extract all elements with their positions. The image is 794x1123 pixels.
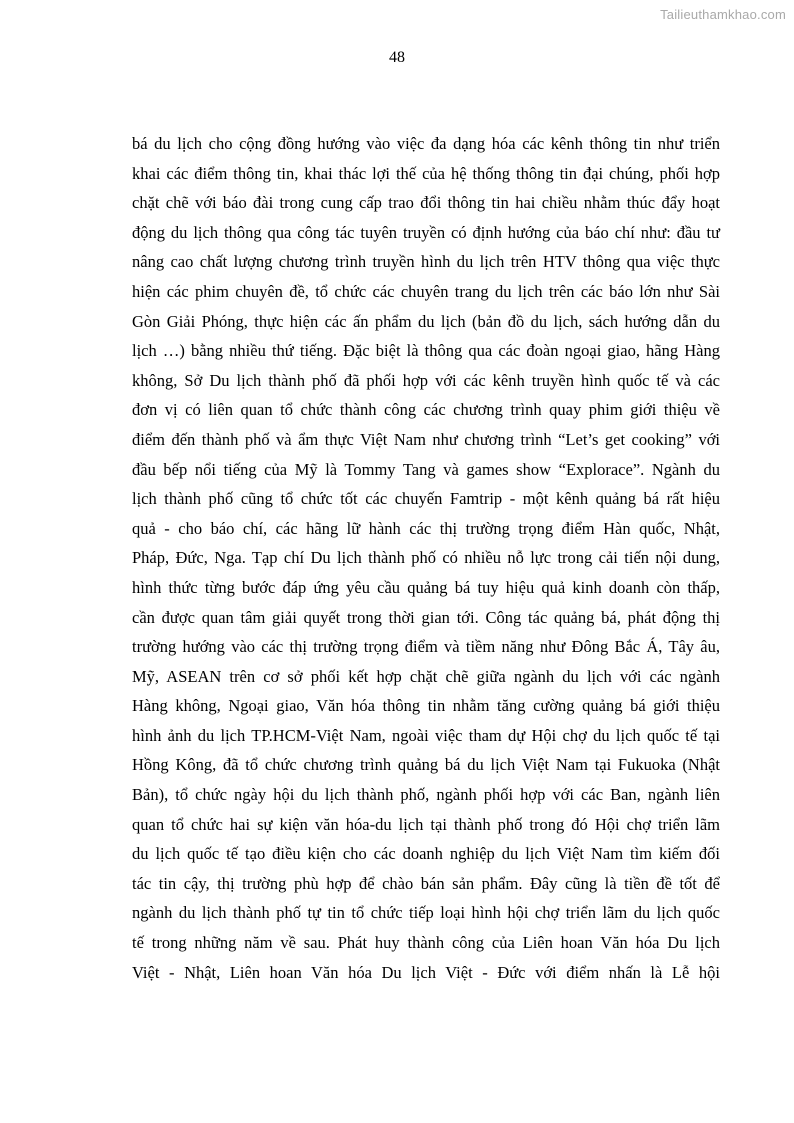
paragraph-line: nâng cao chất lượng chương trình truyền hình du lịch trên HTV thông qua việc thực — [132, 252, 720, 272]
paragraph-line: ngành du lịch thành phố tự tin tổ chức tiếp loại hình hội chợ triển lãm du lịch quốc — [132, 903, 720, 923]
paragraph-line: bá du lịch cho cộng đồng hướng vào việc đa dạng hóa các kênh thông tin như triển — [132, 134, 720, 153]
paragraph-line: đơn vị có liên quan tổ chức thành công các chương trình quay phim giới thiệu về — [132, 400, 720, 420]
paragraph-line: Việt - Nhật, Liên hoan Văn hóa Du lịch Việt - Đức với điểm nhấn là Lễ hội — [132, 962, 720, 982]
paragraph-line: quả - cho báo chí, các hãng lữ hành các thị trường trọng điểm Hàn quốc, Nhật, — [132, 518, 720, 538]
page-number: 48 — [389, 49, 405, 66]
paragraph-line: Bản), tổ chức ngày hội du lịch thành phố, ngành phối hợp với các Ban, ngành liên — [132, 785, 720, 805]
paragraph-line: chặt chẽ với báo đài trong cung cấp trao đổi thông tin hai chiều nhằm thúc đẩy hoạt — [132, 193, 720, 213]
paragraph-line: hình thức từng bước đáp ứng yêu cầu quảng bá tuy hiệu quả kinh doanh còn thấp, — [132, 577, 720, 597]
paragraph-line: khai các điểm thông tin, khai thác lợi thế của hệ thống thông tin đại chúng, phối hợp — [132, 163, 720, 183]
paragraph-line: Hàng không, Ngoại giao, Văn hóa thông tin nhằm tăng cường quảng bá giới thiệu — [132, 696, 720, 716]
paragraph-line: Mỹ, ASEAN trên cơ sở phối kết hợp chặt chẽ giữa ngành du lịch với các ngành — [132, 666, 720, 686]
paragraph-line: lịch thành phố cũng tổ chức tốt các chuyến Famtrip - một kênh quảng bá rất hiệu — [132, 489, 720, 509]
paragraph-line: tế trong những năm về sau. Phát huy thành công của Liên hoan Văn hóa Du lịch — [132, 933, 720, 953]
paragraph-line: trường hướng vào các thị trường trọng điểm và tiềm năng như Đông Bắc Á, Tây âu, — [132, 637, 720, 657]
paragraph-line: hiện các phim chuyên đề, tổ chức các chuyên trang du lịch trên các báo lớn như Sài — [132, 281, 720, 301]
body-paragraph — [132, 129, 720, 987]
paragraph-line: quan tổ chức hai sự kiện văn hóa-du lịch tại thành phố trong đó Hội chợ triển lãm — [132, 814, 720, 834]
paragraph-line: Gòn Giải Phóng, thực hiện các ấn phẩm du lịch (bản đồ du lịch, sách hướng dẫn du — [132, 311, 720, 331]
paragraph-line: đầu bếp nổi tiếng của Mỹ là Tommy Tang và games show “Explorace”. Ngành du — [132, 459, 720, 479]
paragraph-line: du lịch quốc tế tạo điều kiện cho các doanh nghiệp du lịch Việt Nam tìm kiếm đối — [132, 844, 720, 864]
paragraph-line: tác tin cậy, thị trường phù hợp để chào bán sản phẩm. Đây cũng là tiền đề tốt để — [132, 873, 720, 893]
watermark-text: Tailieuthamkhao.com — [660, 7, 786, 22]
paragraph-line: Pháp, Đức, Nga. Tạp chí Du lịch thành phố có nhiều nỗ lực trong cải tiến nội dung, — [132, 548, 720, 568]
paragraph-line: Hồng Kông, đã tổ chức chương trình quảng bá du lịch Việt Nam tại Fukuoka (Nhật — [132, 755, 720, 775]
paragraph-line: không, Sở Du lịch thành phố đã phối hợp với các kênh truyền hình quốc tế và các — [132, 370, 720, 390]
paragraph-line: điểm đến thành phố và ẩm thực Việt Nam như chương trình “Let’s get cooking” với — [132, 429, 720, 449]
paragraph-line: hình ảnh du lịch TP.HCM-Việt Nam, ngoài việc tham dự Hội chợ du lịch quốc tế tại — [132, 725, 720, 745]
paragraph-line: động du lịch thông qua công tác tuyên truyền có định hướng của báo chí như: đầu tư — [132, 222, 720, 242]
paragraph-line: cần được quan tâm giải quyết trong thời gian tới. Công tác quảng bá, phát động thị — [132, 607, 720, 627]
paragraph-line: lịch …) bằng nhiều thứ tiếng. Đặc biệt là thông qua các đoàn ngoại giao, hãng Hàng — [132, 341, 720, 361]
